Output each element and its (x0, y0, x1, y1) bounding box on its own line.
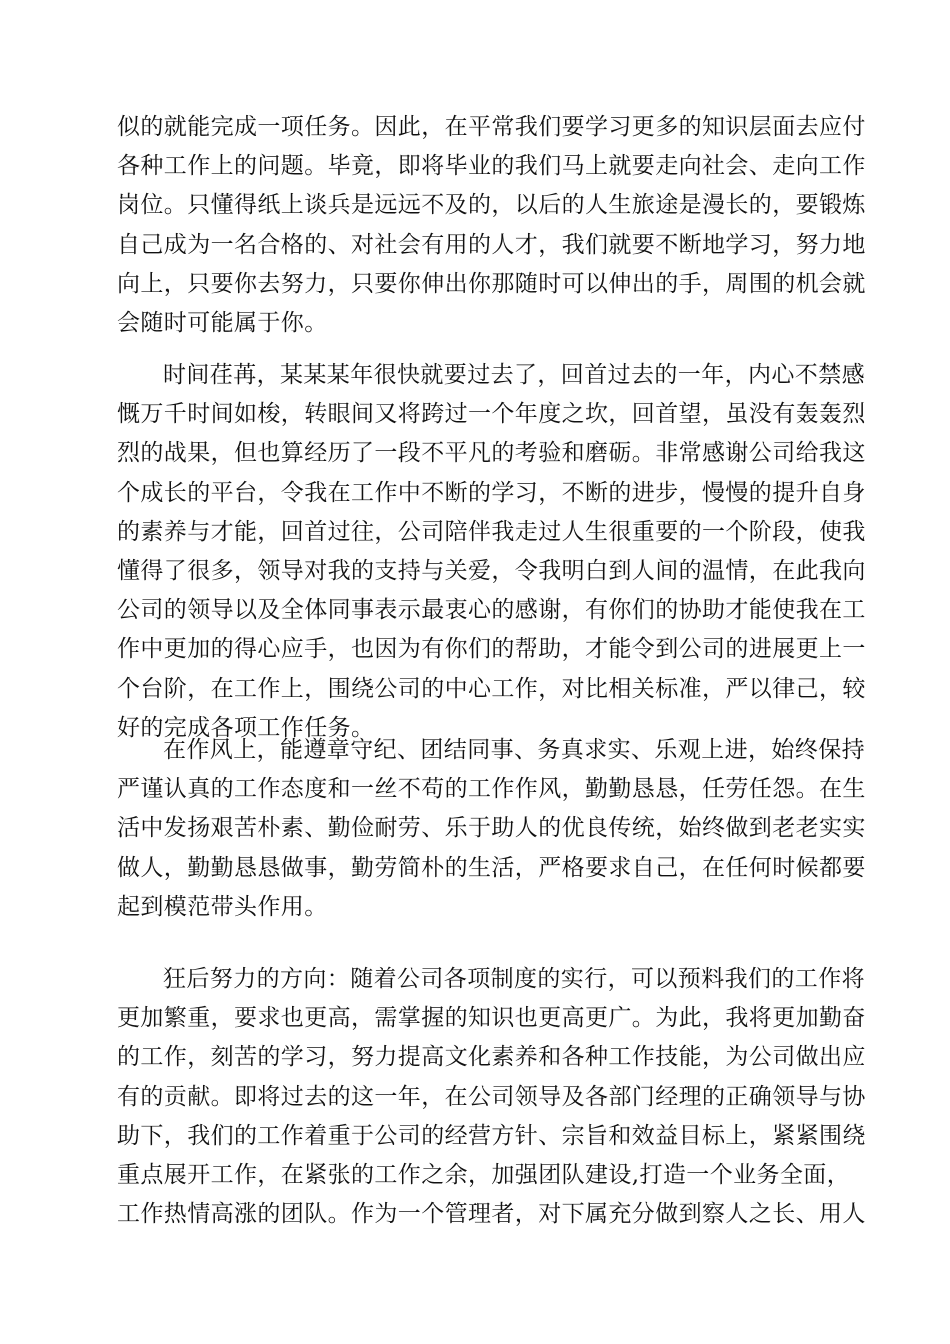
text-line: 懂得了很多，领导对我的支持与关爱，令我明白到人间的温情，在此我向 (117, 558, 866, 584)
text-line: 慨万千时间如梭，转眼间又将跨过一个年度之坎，回首望，虽没有轰轰烈 (117, 401, 866, 428)
text-line: 在作风上，能遵章守纪、团结同事、务真求实、乐观上进，始终保持 (163, 737, 865, 763)
text-line: 的素养与才能，回首过往，公司陪伴我走过人生很重要的一个阶段，使我 (117, 518, 866, 545)
text-line: 重点展开工作，在紧张的工作之余，加强团队建设,打造一个业务全面， (117, 1162, 851, 1188)
text-line: 个成长的平台，令我在工作中不断的学习，不断的进步，慢慢的提升自身 (117, 479, 866, 506)
text-line: 好的完成各项工作任务。 (117, 714, 375, 741)
text-line: 作中更加的得心应手，也因为有你们的帮助，才能令到公司的进展更上一 (117, 636, 866, 663)
text-line: 个台阶，在工作上，围绕公司的中心工作，对比相关标准，严以律己，较 (117, 675, 866, 702)
text-line: 似的就能完成一项任务。因此，在平常我们要学习更多的知识层面去应付 (117, 114, 866, 140)
text-line: 活中发扬艰苦朴素、勤俭耐劳、乐于助人的优良传统，始终做到老老实实 (117, 815, 866, 842)
text-line: 岗位。只懂得纸上谈兵是远远不及的，以后的人生旅途是漫长的，要锻炼 (117, 192, 866, 219)
text-line: 更加繁重，要求也更高，需掌握的知识也更高更广。为此，我将更加勤奋 (117, 1005, 866, 1032)
text-line: 会随时可能属于你。 (117, 310, 328, 336)
text-line: 做人，勤勤恳恳做事，勤劳简朴的生活，严格要求自己，在任何时候都要 (117, 854, 866, 881)
text-line: 助下，我们的工作着重于公司的经营方针、宗旨和效益目标上，紧紧围绕 (117, 1122, 866, 1149)
text-line: 向上，只要你去努力，只要你伸出你那随时可以伸出的手，周围的机会就 (117, 270, 866, 297)
text-line: 公司的领导以及全体同事表示最衷心的感谢，有你们的协助才能使我在工 (117, 597, 866, 624)
text-line: 狂后努力的方向：随着公司各项制度的实行，可以预料我们的工作将 (163, 966, 865, 992)
text-line: 各种工作上的问题。毕竟，即将毕业的我们马上就要走向社会、走向工作 (117, 153, 866, 180)
text-line: 严谨认真的工作态度和一丝不苟的工作作风，勤勤恳恳，任劳任怨。在生 (117, 776, 866, 803)
text-line: 时间荏苒，某某某年很快就要过去了，回首过去的一年，内心不禁感 (163, 362, 865, 388)
text-line: 起到模范带头作用。 (117, 893, 328, 920)
text-line: 有的贡献。即将过去的这一年，在公司领导及各部门经理的正确领导与协 (117, 1083, 866, 1110)
text-line: 自己成为一名合格的、对社会有用的人才，我们就要不断地学习，努力地 (117, 231, 866, 258)
text-line: 工作热情高涨的团队。作为一个管理者，对下属充分做到察人之长、用人 (117, 1201, 866, 1228)
text-line: 的工作，刻苦的学习，努力提高文化素养和各种工作技能，为公司做出应 (117, 1044, 866, 1071)
text-line: 烈的战果，但也算经历了一段不平凡的考验和磨砺。非常感谢公司给我这 (117, 440, 866, 467)
